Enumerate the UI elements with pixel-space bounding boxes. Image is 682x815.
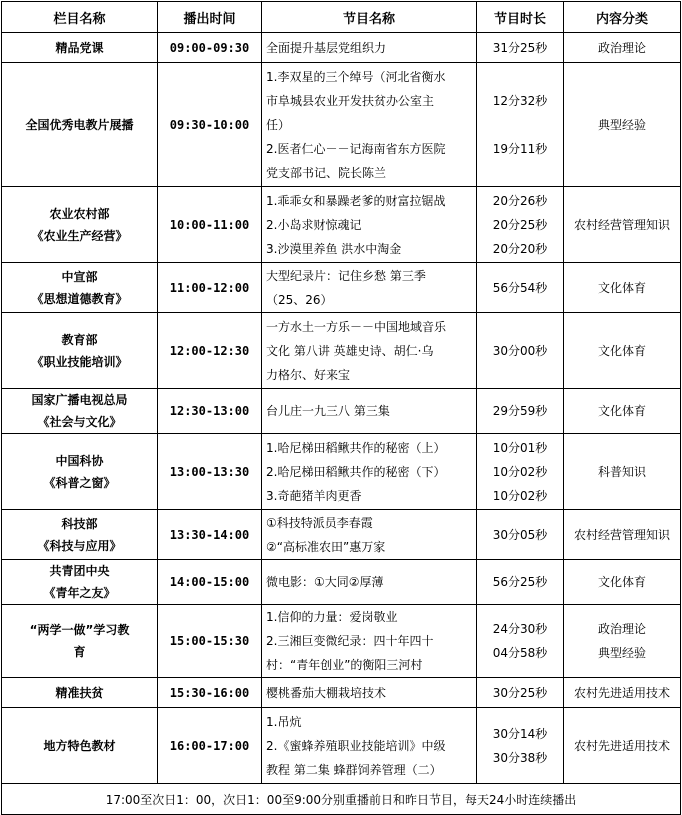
table-row: [2, 678, 681, 708]
category-cell: [564, 389, 681, 434]
air-time-cell: [158, 678, 262, 708]
column-name: 《科普之窗》: [43, 475, 116, 490]
table-row: [2, 313, 681, 389]
schedule-body: [2, 33, 681, 784]
program-title: 市阜城县农业开发扶贫办公室主: [266, 93, 435, 108]
table-row: [2, 187, 681, 263]
duration-cell: [477, 560, 564, 605]
program-title-cell: [262, 605, 477, 678]
column-name-cell: [2, 678, 158, 708]
program-title-cell: [262, 63, 477, 187]
duration: 20分20秒: [492, 241, 548, 256]
column-name: 地方特色教材: [43, 738, 116, 753]
column-name: “两学一做”学习教: [29, 623, 130, 637]
program-title: 樱桃番茄大棚栽培技术: [266, 685, 387, 700]
air-time: 16:00-17:00: [169, 738, 250, 753]
column-name: 《青年之友》: [43, 586, 116, 600]
air-time: 15:00-15:30: [169, 634, 250, 648]
category-cell: [564, 263, 681, 313]
air-time-cell: [158, 187, 262, 263]
air-time: 13:30-14:00: [169, 527, 250, 542]
air-time: 09:00-09:30: [169, 40, 250, 55]
table-row: [2, 434, 681, 510]
program-title-cell: [262, 560, 477, 605]
program-title: 台儿庄一九三八 第三集: [266, 404, 390, 418]
column-name: 精品党课: [55, 40, 104, 55]
program-title-cell: [262, 708, 477, 784]
category: 文化体育: [597, 575, 646, 589]
footer-row: [2, 784, 681, 815]
column-name: 《社会与文化》: [37, 415, 122, 429]
program-title-cell: [262, 389, 477, 434]
column-name-cell: [2, 605, 158, 678]
column-name: 共青团中央: [49, 564, 110, 578]
duration: 12分32秒: [492, 93, 548, 108]
program-title: 2.医者仁心－－记海南省东方医院: [266, 141, 446, 156]
program-title: 1.乖乖女和暴躁老爹的财富拉锯战: [266, 193, 446, 208]
program-title: 3.沙漠里养鱼 洪水中淘金: [266, 241, 402, 256]
air-time-cell: [158, 33, 262, 63]
air-time-cell: [158, 560, 262, 605]
duration-cell: [477, 510, 564, 560]
program-title: ①科技特派员李春霞: [266, 515, 373, 530]
duration: 24分30秒: [492, 622, 548, 636]
header-air-time: 播出时间: [158, 2, 262, 33]
column-name-cell: [2, 263, 158, 313]
duration: 30分14秒: [492, 726, 548, 741]
header-column-name: 栏目名称: [2, 2, 158, 33]
program-title: 教程 第二集 蜂群饲养管理（二）: [266, 762, 442, 777]
column-name: 农业农村部: [49, 206, 110, 221]
category-cell: [564, 560, 681, 605]
column-name-cell: [2, 708, 158, 784]
column-name: 全国优秀电教片展播: [25, 117, 134, 132]
table-row: [2, 263, 681, 313]
program-title: 2.哈尼梯田稻鳅共作的秘密（下）: [266, 464, 446, 479]
duration: 10分01秒: [492, 440, 548, 455]
header-row: [2, 2, 681, 33]
program-title: 3.奇葩猪羊肉更香: [266, 488, 362, 503]
duration-cell: [477, 389, 564, 434]
program-title-cell: [262, 313, 477, 389]
column-name: 国家广播电视总局: [31, 393, 128, 407]
column-name-cell: [2, 63, 158, 187]
category: 科普知识: [597, 464, 646, 479]
header-category: 内容分类: [564, 2, 681, 33]
program-title: 1.信仰的力量：爱岗敬业: [266, 610, 398, 624]
program-title-cell: [262, 187, 477, 263]
duration: 30分05秒: [492, 527, 548, 542]
program-title: 1.吊炕: [266, 714, 302, 729]
duration: 10分02秒: [492, 488, 548, 503]
air-time: 15:30-16:00: [169, 685, 250, 700]
air-time: 13:00-13:30: [169, 464, 250, 479]
program-title: 文化 第八讲 英雄史诗、胡仁·乌: [266, 343, 434, 358]
footer-note: 17:00至次日1：00，次日1：00至9:00分别重播前日和昨日节目，每天24小时连续播出: [2, 784, 681, 815]
air-time: 12:00-12:30: [169, 343, 250, 358]
duration: 30分25秒: [492, 685, 548, 700]
program-title: 2.《蜜蜂养殖职业技能培训》中级: [266, 738, 446, 753]
duration-cell: [477, 187, 564, 263]
column-name-cell: [2, 313, 158, 389]
air-time: 11:00-12:00: [169, 280, 250, 295]
column-name: 育: [73, 645, 86, 659]
category: 农村经营管理知识: [573, 217, 670, 232]
duration: 04分58秒: [492, 646, 548, 660]
duration-cell: [477, 434, 564, 510]
duration: 56分54秒: [492, 280, 548, 295]
program-title: ②“高标准农田”惠万家: [266, 539, 386, 554]
column-name: 教育部: [61, 332, 98, 347]
category: 农村先进适用技术: [573, 685, 670, 700]
column-name: 《职业技能培训》: [31, 354, 128, 369]
duration: 19分11秒: [492, 141, 548, 156]
category-cell: [564, 708, 681, 784]
air-time-cell: [158, 263, 262, 313]
column-name-cell: [2, 33, 158, 63]
column-name: 科技部: [61, 516, 98, 531]
category-cell: [564, 605, 681, 678]
duration: 29分59秒: [492, 404, 548, 418]
header-program-title: 节目名称: [262, 2, 477, 33]
column-name-cell: [2, 187, 158, 263]
column-name: 中国科协: [55, 453, 104, 468]
category: 文化体育: [597, 280, 646, 295]
air-time-cell: [158, 389, 262, 434]
duration: 30分38秒: [492, 750, 548, 765]
category-cell: [564, 313, 681, 389]
duration-cell: [477, 263, 564, 313]
program-title: 村：“青年创业”的衡阳三河村: [266, 658, 423, 672]
duration: 20分25秒: [492, 217, 548, 232]
column-name-cell: [2, 389, 158, 434]
column-name: 中宣部: [61, 269, 98, 284]
table-row: [2, 389, 681, 434]
category: 农村先进适用技术: [573, 738, 670, 753]
category: 政治理论: [597, 622, 646, 636]
duration-cell: [477, 313, 564, 389]
table-row: [2, 510, 681, 560]
table-row: [2, 605, 681, 678]
duration-cell: [477, 63, 564, 187]
air-time-cell: [158, 708, 262, 784]
program-title: 2.三湘巨变微纪录：四十年四十: [266, 634, 434, 648]
header-duration: 节目时长: [477, 2, 564, 33]
program-title-cell: [262, 33, 477, 63]
program-title: 全面提升基层党组织力: [266, 40, 387, 55]
category: 农村经营管理知识: [573, 527, 670, 542]
air-time-cell: [158, 605, 262, 678]
duration-cell: [477, 605, 564, 678]
air-time-cell: [158, 510, 262, 560]
program-title: 一方水土一方乐－－中国地域音乐: [266, 319, 447, 334]
program-title: 2.小岛求财惊魂记: [266, 217, 362, 232]
air-time: 09:30-10:00: [169, 117, 250, 132]
category: 典型经验: [597, 117, 646, 132]
category-cell: [564, 33, 681, 63]
duration: 30分00秒: [492, 343, 548, 358]
duration-cell: [477, 708, 564, 784]
program-title-cell: [262, 434, 477, 510]
air-time-cell: [158, 313, 262, 389]
program-title: 1.李双星的三个绰号（河北省衡水: [266, 69, 446, 84]
table-row: [2, 560, 681, 605]
table-row: [2, 33, 681, 63]
category-cell: [564, 63, 681, 187]
duration: 56分25秒: [492, 575, 548, 589]
duration-cell: [477, 33, 564, 63]
column-name-cell: [2, 434, 158, 510]
column-name: 《科技与应用》: [37, 538, 122, 553]
duration: 20分26秒: [492, 193, 548, 208]
program-title: 任）: [266, 117, 291, 132]
program-title: （25、26）: [266, 292, 333, 307]
category: 政治理论: [597, 40, 646, 55]
program-title: 党支部书记、院长陈兰: [266, 165, 387, 180]
category: 典型经验: [597, 646, 646, 660]
column-name: 《思想道德教育》: [31, 291, 128, 306]
column-name: 精准扶贫: [55, 685, 104, 700]
category: 文化体育: [597, 404, 646, 418]
column-name-cell: [2, 560, 158, 605]
air-time: 12:30-13:00: [169, 404, 250, 418]
duration: 31分25秒: [492, 40, 548, 55]
program-title-cell: [262, 678, 477, 708]
program-title: 微电影：①大同②厚薄: [266, 575, 384, 589]
air-time: 14:00-15:00: [169, 575, 250, 589]
program-title-cell: [262, 510, 477, 560]
program-title: 1.哈尼梯田稻鳅共作的秘密（上）: [266, 440, 446, 455]
air-time-cell: [158, 63, 262, 187]
schedule-table: [1, 1, 681, 815]
column-name-cell: [2, 510, 158, 560]
program-title-cell: [262, 263, 477, 313]
category-cell: [564, 510, 681, 560]
program-title: 力格尔、好来宝: [266, 367, 351, 382]
category: 文化体育: [597, 343, 646, 358]
air-time-cell: [158, 434, 262, 510]
duration-cell: [477, 678, 564, 708]
program-title: 大型纪录片：记住乡愁 第三季: [266, 268, 426, 283]
column-name: 《农业生产经营》: [31, 228, 128, 243]
category-cell: [564, 187, 681, 263]
category-cell: [564, 434, 681, 510]
duration: 10分02秒: [492, 464, 548, 479]
table-row: [2, 708, 681, 784]
air-time: 10:00-11:00: [169, 217, 250, 232]
spacer: [481, 113, 559, 137]
table-row: [2, 63, 681, 187]
category-cell: [564, 678, 681, 708]
